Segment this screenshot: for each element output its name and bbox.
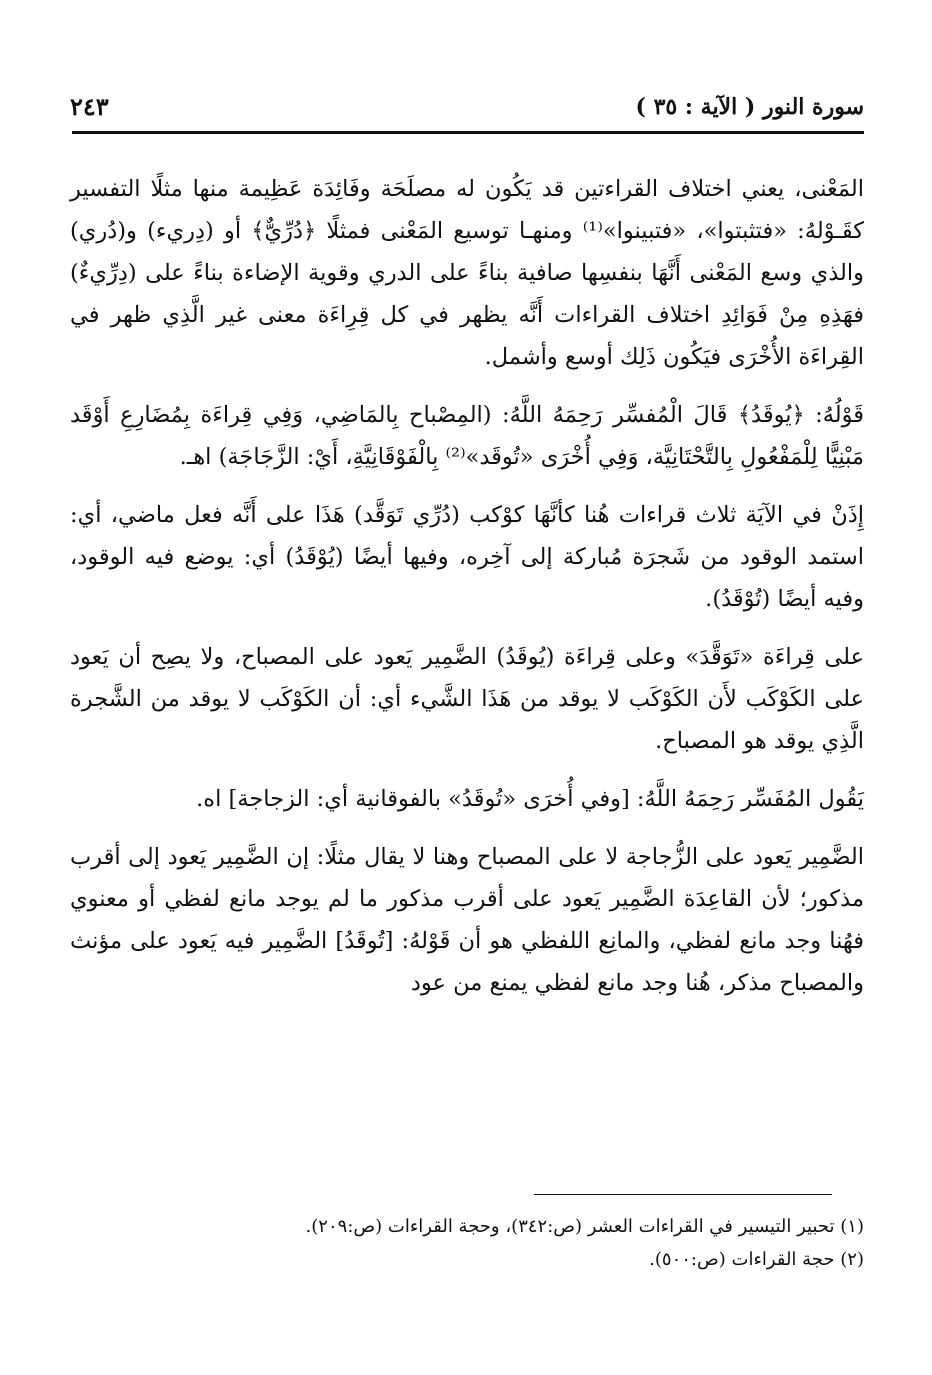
paragraph-5: يَقُول المُفَسِّر رَحِمَهُ اللَّهُ: [وفي أُخرَى «تُوقَدُ» بالفوقانية أي: الزجاجة] اه. [196,786,864,812]
page-number: ٢٤٣ [70,92,109,121]
paragraph-3: إِذَنْ في الآيَة ثلاث قراءات هُنا كأنَّهَا كوْكب (دُرِّي تَوَقَّد) هَذَا على أَنَّه فعل ماضي، أي: استمد الوقود من شَجرَة مُباركة إلى آخِره، وفيها أيضًا (يُوْقَدُ) أي: يوضع فيه الوقود، وفيه أيضًا (تُوْقَدُ). [70,502,864,612]
running-header [70,92,864,128]
paragraph-2: قَوْلُهُ: ﴿يُوقَدُ﴾ قَالَ الْمُفسِّر رَحِمَهُ اللَّهُ: (المِصْباح بِالمَاضِي، وَفِي قِراءَة بِمُضَارِعِ أَوْقَد مَبْنِيًّا لِلْمَفْعُولِ بِالتَّحْتَانِيَّة، وَفِي أُخْرَى «تُوقَد»⁽²⁾ بِالْفَوْقَانِيَّةِ، أَيْ: الزَّجَاجَة) اهـ. [70,402,864,470]
footnote-divider [534,1194,832,1195]
footnote-1: (١) تحبير التيسير في القراءات العشر (ص:٣٤٢)، وحجة القراءات (ص:٢٠٩). [305,1216,864,1237]
header-divider [72,131,864,134]
footnotes [70,1210,864,1276]
paragraph-4: على قِراءَة «تَوَقَّدَ» وعلى قِراءَة (يُوقَدُ) الضَّمِير يَعود على المصباح، ولا يصِح أن يَعود على الكَوْكَب لأَن الكَوْكَب لا يوقد من هَذَا الشَّيء أي: أن الكَوْكَب لا يوقد من الشَّجرة الَّذِي يوقد هو المصباح. [70,644,864,754]
paragraph-1: المَعْنى، يعني اختلاف القراءتين قد يَكُون له مصلَحَة وفَائِدَة عَظِيمة منها مثلًا التفسير كقَـوْلهُ: «فتثبتوا»، «فتبينوا»⁽¹⁾ ومنهـا توسيع المَعْنى فمثلًا ﴿دُرِّيٌّ﴾ أو (دِريء) و(دُري) والذي وسع المَعْنى أَنَّهَا بنفسِها صافية بناءً على الدري وقوية الإضاءة بناءً على (دِرِّيءٌ) فهَذِهِ مِنْ فَوَائِدِ اختلاف القراءات أَنَّه يظهر في كل قِرِاءَة معنى غير الَّذِي ظهر في القِراءَة الأُخْرَى فيَكُون ذَلِك أوسع وأشمل. [70,176,864,370]
main-text [70,168,864,1004]
footnote-2: (٢) حجة القراءات (ص:٥٠٠). [649,1249,864,1270]
surah-heading: سورة النور ( الآية : ٣٥ ) [635,94,864,120]
paragraph-6: الضَّمِير يَعود على الزُّجاجة لا على المصباح وهنا لا يقال مثلًا: إن الضَّمِير يَعود إلى أقرب مذكور؛ لأن القاعِدَة الضَّمِير يَعود على أقرب مذكور ما لم يوجد مانع لفظي أو معنوي فهُنا وجد مانع لفظي، والمانِع اللفظي هو أن قَوْلهُ: [تُوقَدُ] الضَّمِير فيه يَعود على مؤنث والمصباح مذكر، هُنا وجد مانع لفظي يمنع من عود [70,844,864,996]
